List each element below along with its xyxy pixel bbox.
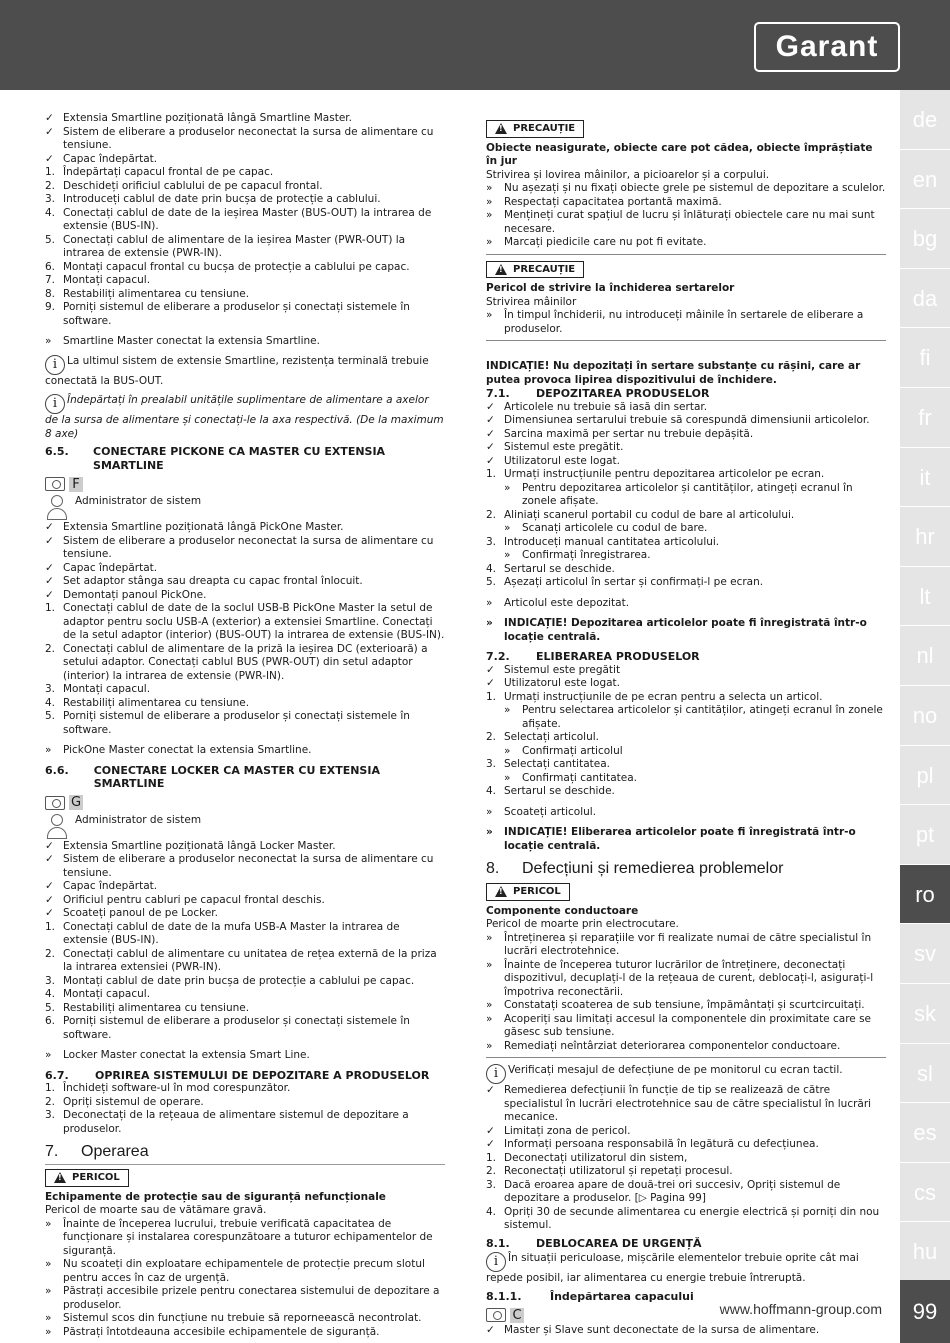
- step-item: 4. Restabiliți alimentarea cu tensiune.: [45, 696, 250, 709]
- result-item: » Smartline Master conectat la extensia Smartline.: [45, 335, 320, 347]
- footer-url[interactable]: www.hoffmann-group.com: [719, 1301, 882, 1317]
- bullet-item: » Nu scoateți din exploatare echipamentele de protecție precum slotul pentru acces în caz de urgență.: [45, 1258, 425, 1284]
- note-list: [486, 826, 886, 853]
- language-tab-sk[interactable]: sk: [900, 984, 950, 1044]
- note-list: [486, 617, 886, 644]
- danger-label: ! PERICOL: [45, 1169, 129, 1187]
- step-item: 6. Montați capacul frontal cu bucșa de protecție a cablului pe capac.: [45, 260, 410, 273]
- figure-letter: G: [70, 795, 82, 810]
- result-item: » Scoateți articolul.: [486, 805, 597, 818]
- caution-block: [486, 120, 886, 255]
- bullet-item: » Păstrați întotdeauna accesibile echipamentele de siguranță.: [45, 1325, 380, 1338]
- note-item: » INDICAȚIE! Depozitarea articolelor poate fi înregistrată într-o locație centrală.: [486, 617, 867, 643]
- step-item: 2. Conectați cablul de alimentare cu unitatea de rețea externă de la priza la intrarea extensiei (PWR-IN).: [45, 947, 437, 973]
- info-note: i Îndepărtați în prealabil unitățile suplimentare de alimentare a axelor de la sursa de alimentare și conectați-le la axa respectivă. (De la maximum 8 axe): [45, 394, 444, 440]
- check-item: ✓ Scoateți panoul de pe Locker.: [45, 907, 218, 919]
- check-item: ✓ Remedierea defecțiunii în funcție de tip se realizează de către specialistul în lucrări electrotehnice sau de către specialistul în lucrări mecanice.: [486, 1084, 872, 1123]
- language-tab-sv[interactable]: sv: [900, 924, 950, 984]
- check-item: ✓ Sistemul este pregătit.: [486, 441, 624, 453]
- bullet-item: » Acoperiți sau limitați accesul la componentele din proximitate care se găsesc sub tensiune.: [486, 1012, 872, 1038]
- garant-logo: Garant: [754, 22, 900, 72]
- language-sidebar: [900, 90, 950, 1282]
- checklist: [486, 1084, 886, 1152]
- figure-ref: [486, 1306, 886, 1324]
- step-item: 6. Porniți sistemul de eliberare a produselor și conectați sistemele în software.: [45, 1015, 410, 1041]
- info-note: i Verificați mesajul de defecțiune de pe monitorul cu ecran tactil.: [486, 1064, 886, 1084]
- step-item: 3. Dacă eroarea apare de două-trei ori succesiv, Opriți sistemul de depozitare a produselor. [▷ Pagina 99]: [486, 1178, 841, 1204]
- check-item: ✓ Orificiul pentru cabluri pe capacul frontal deschis.: [45, 893, 325, 906]
- right-column: [486, 116, 886, 1338]
- caution-label: ! PRECAUȚIE: [486, 120, 584, 138]
- language-tab-no[interactable]: no: [900, 686, 950, 746]
- chapter-heading: 8. Defecțiuni și remedierea problemelor: [486, 860, 784, 877]
- steps: [45, 1082, 445, 1136]
- result: [486, 597, 886, 611]
- intro-result: [45, 335, 445, 349]
- caution-block: [486, 261, 886, 342]
- warning-triangle-icon: [54, 1172, 66, 1183]
- section-heading: 6.6. CONECTARE LOCKER CA MASTER CU EXTENSIA SMARTLINE: [45, 763, 380, 790]
- step-result: » Pentru depozitarea articolelor și cantităților, atingeți ecranul în zonele afișate.: [504, 481, 853, 507]
- checklist: [486, 664, 886, 691]
- bullet-item: » Marcați piedicile care nu pot fi evitate.: [486, 236, 707, 248]
- step-result: » Confirmați cantitatea.: [504, 771, 637, 784]
- check-item: ✓ Sistemul este pregătit: [486, 663, 621, 676]
- check-item: ✓ Articolele nu trebuie să iasă din sertar.: [486, 400, 708, 413]
- step-result: » Confirmați înregistrarea.: [504, 549, 651, 561]
- bullet-item: » Înainte de începerea tuturor lucrărilor de întreținere, deconectați dispozitivul, decuplați-l de la rețeaua de curent, deblocați-l, asigurați-l împotriva reconectării.: [486, 958, 874, 998]
- step-item: 4. Opriți 30 de secunde alimentarea cu energie electrică și porniți din nou sistemul.: [486, 1205, 880, 1231]
- warning-subtitle: Pericol de moarte prin electrocutare.: [486, 918, 679, 930]
- check-item: ✓ Sistem de eliberare a produselor neconectat la sursa de alimentare cu tensiune.: [45, 853, 434, 879]
- section-heading: 7.1. DEPOZITAREA PRODUSELOR: [486, 387, 710, 400]
- step-result: » Scanați articolele cu codul de bare.: [504, 522, 708, 534]
- step-item: 4. Sertarul se deschide.: [486, 562, 615, 575]
- figure-ref: [45, 475, 445, 493]
- warning-subtitle: Pericol de moarte sau de vătămare gravă.: [45, 1204, 267, 1216]
- bullet-item: » Nu așezați și nu fixați obiecte grele pe sistemul de depozitare a sculelor.: [486, 182, 886, 194]
- step-item: 5. Conectați cablul de alimentare de la ieșirea Master (PWR-OUT) la intrarea de extensie (PWR-IN).: [45, 233, 406, 259]
- warning-items: [486, 309, 886, 336]
- step-item: 2. Deschideți orificiul cablului de pe capacul frontal.: [45, 179, 323, 192]
- warning-triangle-icon: [495, 886, 507, 897]
- caution-label: ! PRECAUȚIE: [486, 261, 584, 279]
- role-row: Administrator de sistem: [45, 814, 445, 840]
- check-item: ✓ Limitați zona de pericol.: [486, 1124, 631, 1137]
- bullet-item: » Păstrați accesibile prizele pentru conectarea sistemului de depozitare a produselor.: [45, 1285, 440, 1311]
- warning-title: Obiecte neasigurate, obiecte care pot cădea, obiecte împrăștiate în jur: [486, 141, 873, 167]
- check-item: ✓ Capac îndepărtat.: [45, 880, 158, 892]
- check-item: ✓ Extensia Smartline poziționată lângă Locker Master.: [45, 839, 336, 852]
- section-heading: 8.1. DEBLOCAREA DE URGENȚĂ: [486, 1236, 702, 1250]
- step-item: 3. Introduceți manual cantitatea articolului.: [486, 535, 720, 548]
- bullet-item: » Întreținerea și reparațiile vor fi realizate numai de către specialistul în lucrări electrotehnice.: [486, 931, 872, 957]
- language-tab-hu[interactable]: hu: [900, 1222, 950, 1282]
- step-item: 4. Montați capacul.: [45, 988, 151, 1000]
- result-item: » PickOne Master conectat la extensia Smartline.: [45, 744, 312, 756]
- danger-label: ! PERICOL: [486, 883, 570, 901]
- section-heading: 6.5. CONECTARE PICKONE CA MASTER CU EXTENSIA SMARTLINE: [45, 445, 386, 472]
- section-heading: 6.7. OPRIREA SISTEMULUI DE DEPOZITARE A PRODUSELOR: [45, 1068, 430, 1082]
- bullet-item: » Remediați neîntârziat deteriorarea componentelor conductoare.: [486, 1039, 841, 1052]
- danger-block: [486, 883, 886, 1058]
- steps: [45, 921, 445, 1043]
- check-item: ✓ Utilizatorul este logat.: [486, 454, 621, 467]
- subsection-heading: 8.1.1. Îndepărtarea capacului: [486, 1289, 694, 1303]
- info-note: i La ultimul sistem de extensie Smartline, rezistența terminală trebuie conectată la BUS-OUT.: [45, 354, 429, 387]
- step-result: » Confirmați articolul: [504, 744, 623, 757]
- language-tab-pt[interactable]: pt: [900, 805, 950, 865]
- step-item: 5. Restabiliți alimentarea cu tensiune.: [45, 1001, 250, 1014]
- check-item: ✓ Utilizatorul este logat.: [486, 677, 621, 689]
- step-item: 4. Conectați cablul de date de la ieșirea Master (BUS-OUT) la intrarea de extensie (BUS-IN).: [45, 206, 432, 232]
- camera-icon: [45, 796, 65, 810]
- step-item: 8. Restabiliți alimentarea cu tensiune.: [45, 287, 250, 300]
- result: [486, 806, 886, 820]
- check-item: ✓ Informați persoana responsabilă în legătură cu defecțiunea.: [486, 1138, 819, 1150]
- bullet-item: » Sistemul scos din funcțiune nu trebuie să reporneească necontrolat.: [45, 1312, 422, 1324]
- steps: [45, 602, 445, 737]
- step-item: 2. Selectați articolul.: [486, 731, 600, 743]
- step-item: 1. Deconectați utilizatorul din sistem,: [486, 1151, 688, 1164]
- warning-subtitle: Strivirea mâinilor: [486, 295, 577, 308]
- warning-items: [486, 932, 886, 1054]
- step-item: 2. Conectați cablul de alimentare de la priză la ieșirea DC (exterioară) a setului adaptor. Conectați cablul BUS (PWR-OUT) din setul adaptor (interior) la intrarea de extensie (PWR-IN).: [45, 642, 428, 682]
- step-item: 1. Îndepărtați capacul frontal de pe capac.: [45, 166, 274, 178]
- note-item: » INDICAȚIE! Eliberarea articolelor poate fi înregistrată într-o locație centrală.: [486, 826, 856, 852]
- check-item: ✓ Capac îndepărtat.: [45, 152, 158, 165]
- section-heading: 7.2. ELIBERAREA PRODUSELOR: [486, 650, 700, 663]
- check-item: ✓ Extensia Smartline poziționată lângă Smartline Master.: [45, 112, 352, 124]
- info-icon: i: [45, 355, 65, 375]
- camera-icon: [45, 477, 65, 491]
- check-item: ✓ Sistem de eliberare a produselor neconectat la sursa de alimentare cu tensiune.: [45, 534, 434, 560]
- step-item: 9. Porniți sistemul de eliberare a produselor și conectați sistemele în software.: [45, 301, 410, 327]
- step-item: 1. Urmați instrucțiunile pentru depozitarea articolelor pe ecran.: [486, 468, 825, 480]
- language-tab-nl[interactable]: nl: [900, 626, 950, 686]
- note: INDICAȚIE! Nu depozitați în sertare substanțe cu rășini, care ar putea provoca lipirea dispozitivului de închidere.: [486, 360, 861, 386]
- bullet-item: » În timpul închiderii, nu introduceți mâinile în sertarele de eliberare a produselor.: [486, 309, 864, 335]
- step-item: 3. Montați capacul.: [45, 683, 151, 695]
- chapter-heading: 7. Operarea: [45, 1142, 445, 1165]
- checklist: [486, 401, 886, 469]
- check-item: ✓ Sarcina maximă per sertar nu trebuie depășită.: [486, 427, 754, 440]
- page-header: [0, 0, 950, 90]
- language-tab-pl[interactable]: pl: [900, 746, 950, 806]
- check-item: ✓ Demontați panoul PickOne.: [45, 588, 207, 601]
- checklist: [486, 1324, 886, 1338]
- language-tab-en[interactable]: en: [900, 150, 950, 210]
- check-item: ✓ Master și Slave sunt deconectate de la sursa de alimentare.: [486, 1324, 820, 1336]
- role-row: Administrator de sistem: [45, 495, 445, 521]
- step-item: 5. Așezați articolul în sertar și confirmați-l pe ecran.: [486, 576, 764, 588]
- warning-items: [45, 1218, 445, 1340]
- warning-title: Componente conductoare: [486, 904, 639, 917]
- intro-checklist: [45, 112, 445, 166]
- warning-triangle-icon: [495, 123, 507, 134]
- step-item: 1. Urmați instrucțiunile de pe ecran pentru a selecta un articol.: [486, 690, 823, 703]
- step-item: 2. Reconectați utilizatorul și repetați procesul.: [486, 1165, 733, 1177]
- step-item: 3. Introduceți cablul de date prin bucșa de protecție a cablului.: [45, 193, 381, 205]
- checklist: [45, 521, 445, 602]
- camera-icon: [486, 1308, 506, 1322]
- person-icon: [45, 814, 69, 840]
- check-item: ✓ Extensia Smartline poziționată lângă PickOne Master.: [45, 521, 344, 533]
- step-item: 7. Montați capacul.: [45, 274, 151, 286]
- language-tab-fr[interactable]: fr: [900, 388, 950, 448]
- steps: [486, 1152, 886, 1233]
- step-item: 3. Montați cablul de date prin bucșa de protecție a cablului pe capac.: [45, 974, 415, 987]
- warning-items: [486, 182, 886, 250]
- language-tab-cs[interactable]: cs: [900, 1163, 950, 1223]
- step-item: 4. Sertarul se deschide.: [486, 785, 615, 797]
- person-icon: [45, 495, 69, 521]
- step-item: 1. Închideți software-ul în mod corespunzător.: [45, 1082, 291, 1094]
- warning-triangle-icon: [495, 264, 507, 275]
- language-tab-fi[interactable]: fi: [900, 328, 950, 388]
- step-item: 3. Selectați cantitatea.: [486, 758, 610, 770]
- result-item: » Articolul este depozitat.: [486, 596, 630, 609]
- warning-title: Pericol de strivire la închiderea sertarelor: [486, 282, 735, 294]
- checklist: [45, 840, 445, 921]
- step-item: 5. Porniți sistemul de eliberare a produselor și conectați sistemele în software.: [45, 710, 410, 736]
- bullet-item: » Înainte de începerea lucrului, trebuie verificată capacitatea de funcționare și instalarea corespunzătoare a tuturor echipamentelor de siguranță.: [45, 1217, 433, 1257]
- danger-block: [45, 1169, 445, 1343]
- info-icon: i: [486, 1064, 506, 1084]
- language-tab-bg[interactable]: bg: [900, 209, 950, 269]
- language-tab-sl[interactable]: sl: [900, 1044, 950, 1104]
- warning-subtitle: Strivirea și lovirea mâinilor, a picioarelor și a corpului.: [486, 168, 770, 181]
- step-item: 1. Conectați cablul de date de la mufa USB-A Master la intrarea de extensie (BUS-IN).: [45, 920, 400, 946]
- steps: [486, 468, 886, 590]
- bullet-item: » Mențineți curat spațiul de lucru și înlăturați obiectele care nu mai sunt necesare.: [486, 209, 875, 235]
- check-item: ✓ Sistem de eliberare a produselor neconectat la sursa de alimentare cu tensiune.: [45, 125, 434, 151]
- info-icon: i: [486, 1252, 506, 1272]
- bullet-item: » Constatați scoaterea de sub tensiune, împământați și scurtcircuitați.: [486, 999, 865, 1011]
- step-item: 1. Conectați cablul de date de la soclul USB-B PickOne Master la setul de adaptor pentru soclu USB-A (exterior) a extensiei Smartline. Conectați de la setul adaptor (interior) (BUS-OUT) la intrarea de extensie (BUS-IN).: [45, 602, 445, 641]
- intro-steps: [45, 166, 445, 328]
- page-number: 99: [900, 1280, 950, 1343]
- step-item: 3. Deconectați de la rețeaua de alimentare sistemul de depozitare a produselor.: [45, 1109, 409, 1135]
- step-item: 2. Opriți sistemul de operare.: [45, 1095, 204, 1108]
- language-tab-lt[interactable]: lt: [900, 567, 950, 627]
- language-tab-ro[interactable]: ro: [900, 865, 950, 925]
- language-tab-hr[interactable]: hr: [900, 507, 950, 567]
- bullet-item: » Respectați capacitatea portantă maximă.: [486, 195, 722, 208]
- language-tab-da[interactable]: da: [900, 269, 950, 329]
- result-item: » Locker Master conectat la extensia Smart Line.: [45, 1049, 310, 1061]
- figure-letter: F: [69, 477, 83, 492]
- figure-letter: C: [510, 1308, 524, 1323]
- language-tab-it[interactable]: it: [900, 448, 950, 508]
- figure-ref: [45, 794, 445, 812]
- check-item: ✓ Dimensiunea sertarului trebuie să corespundă dimensiunii articolelor.: [486, 414, 870, 426]
- info-icon: i: [45, 394, 65, 414]
- step-item: 2. Aliniați scanerul portabil cu codul de bare al articolului.: [486, 508, 795, 521]
- language-tab-de[interactable]: de: [900, 90, 950, 150]
- left-column: [45, 112, 445, 1343]
- result: [45, 1049, 445, 1063]
- check-item: ✓ Set adaptor stânga sau dreapta cu capac frontal înlocuit.: [45, 575, 363, 587]
- result: [45, 744, 445, 758]
- steps: [486, 691, 886, 799]
- check-item: ✓ Capac îndepărtat.: [45, 561, 158, 574]
- step-result: » Pentru selectarea articolelor și cantităților, atingeți ecranul în zonele afișate.: [504, 704, 883, 730]
- info-note: i În situații periculoase, mișcările elementelor trebuie oprite cât mai repede posibil, iar alimentarea cu energie trebuie întreruptă.: [486, 1252, 859, 1284]
- language-tab-es[interactable]: es: [900, 1103, 950, 1163]
- warning-title: Echipamente de protecție sau de siguranță nefuncționale: [45, 1190, 386, 1203]
